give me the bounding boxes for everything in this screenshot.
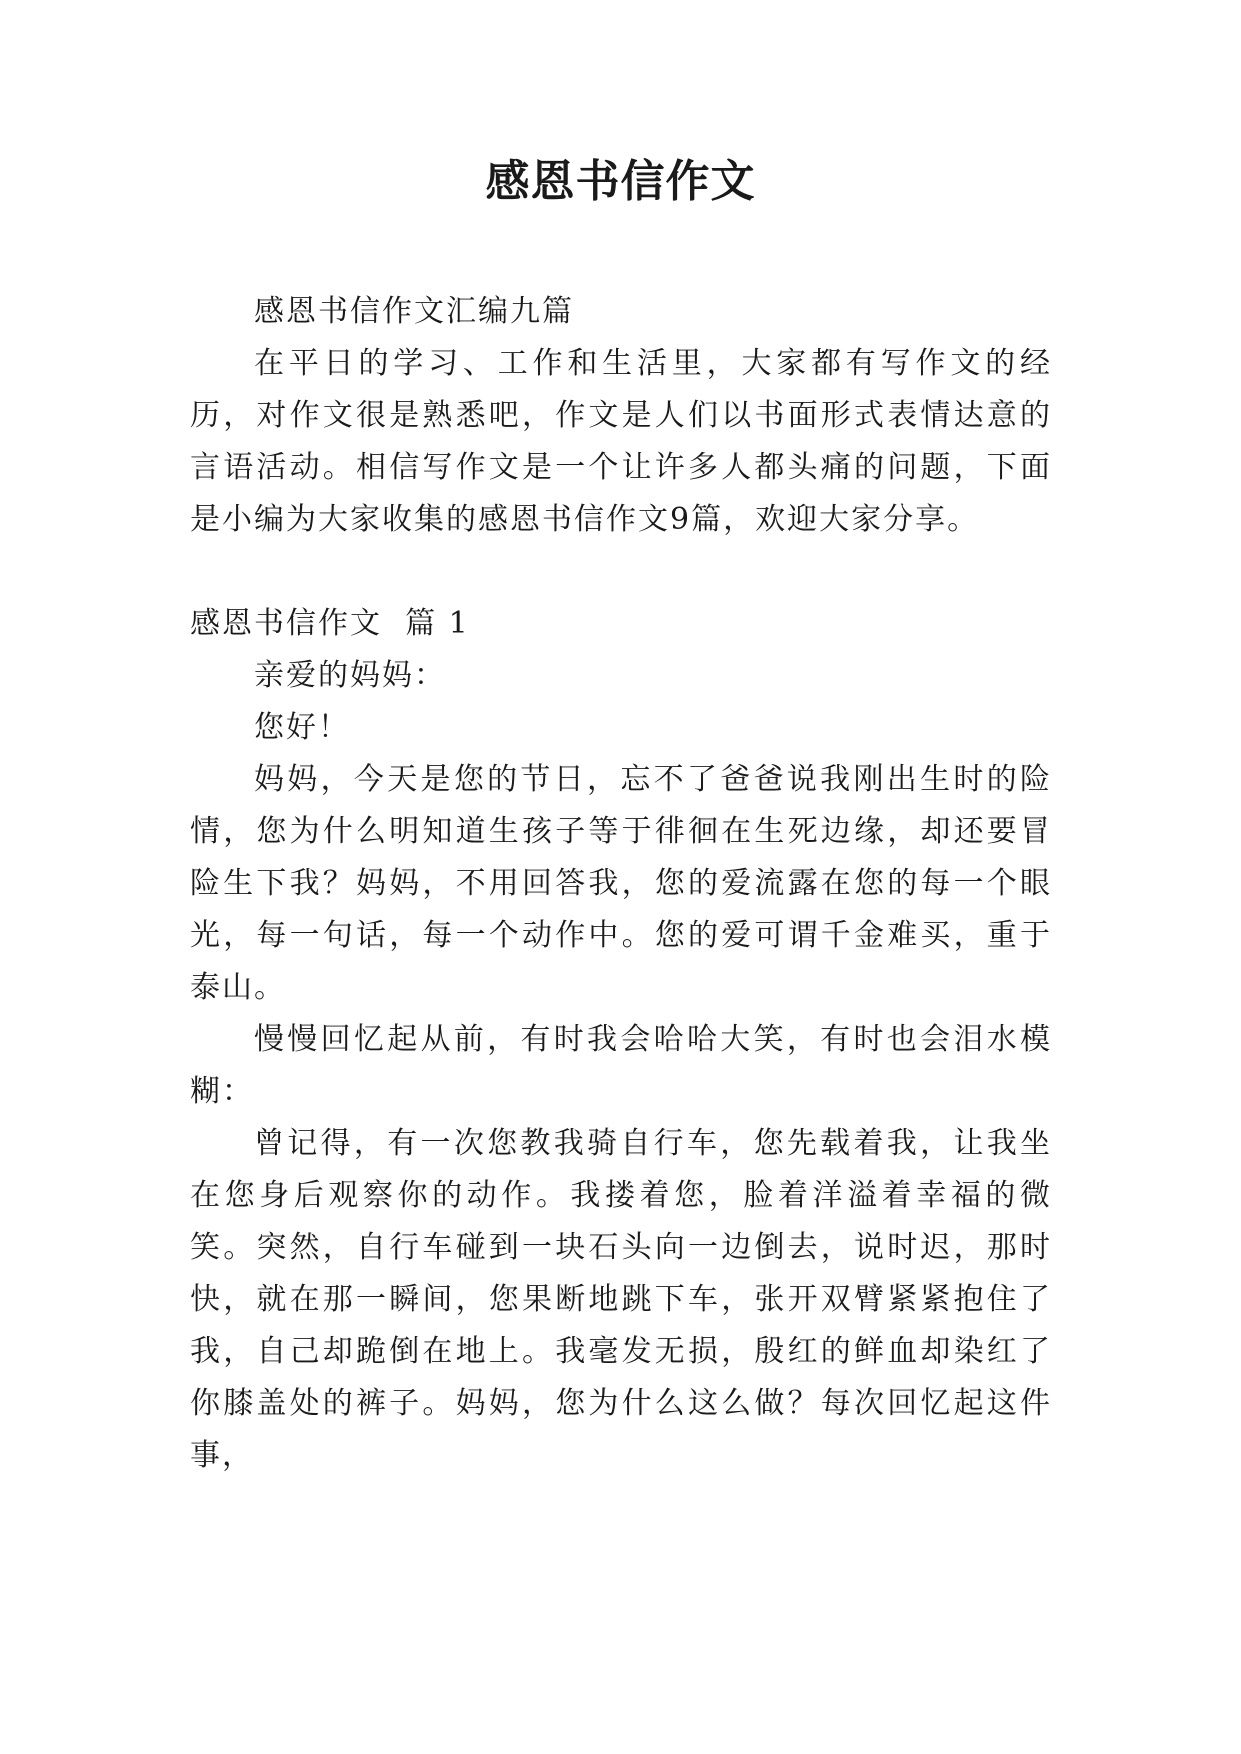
body-paragraph: 曾记得，有一次您教我骑自行车，您先载着我，让我坐在您身后观察你的动作。我搂着您，脸着洋溢着幸福的微笑。突然，自行车碰到一块石头向一边倒去，说时迟，那时快，就在那一瞬间，您果断地跳下车，张开双臂紧紧抱住了我，自己却跪倒在地上。我毫发无损，殷红的鲜血却染红了你膝盖处的裤子。妈妈，您为什么这么做？每次回忆起这件事， bbox=[190, 1126, 1052, 1473]
document-body bbox=[190, 286, 1052, 1482]
body-paragraph: 妈妈，今天是您的节日，忘不了爸爸说我刚出生时的险情，您为什么明知道生孩子等于徘徊在生死边缘，却还要冒险生下我？妈妈，不用回答我，您的爱流露在您的每一个眼光，每一句话，每一个动作中。您的爱可谓千金难买，重于泰山。 bbox=[190, 762, 1052, 1005]
section-spacer bbox=[190, 546, 1052, 598]
body-paragraph: 慢慢回忆起从前，有时我会哈哈大笑，有时也会泪水模糊： bbox=[190, 1022, 1052, 1109]
letter-greeting: 您好！ bbox=[254, 710, 350, 745]
letter-salutation: 亲爱的妈妈： bbox=[254, 658, 446, 693]
subtitle: 感恩书信作文汇编九篇 bbox=[254, 294, 574, 329]
section-heading: 感恩书信作文 篇 1 bbox=[190, 606, 470, 641]
intro-paragraph: 在平日的学习、工作和生活里，大家都有写作文的经历，对作文很是熟悉吧，作文是人们以书面形式表情达意的言语活动。相信写作文是一个让许多人都头痛的问题，下面是小编为大家收集的感恩书信作文9篇，欢迎大家分享。 bbox=[190, 346, 1052, 537]
document-title: 感恩书信作文 bbox=[485, 156, 756, 207]
